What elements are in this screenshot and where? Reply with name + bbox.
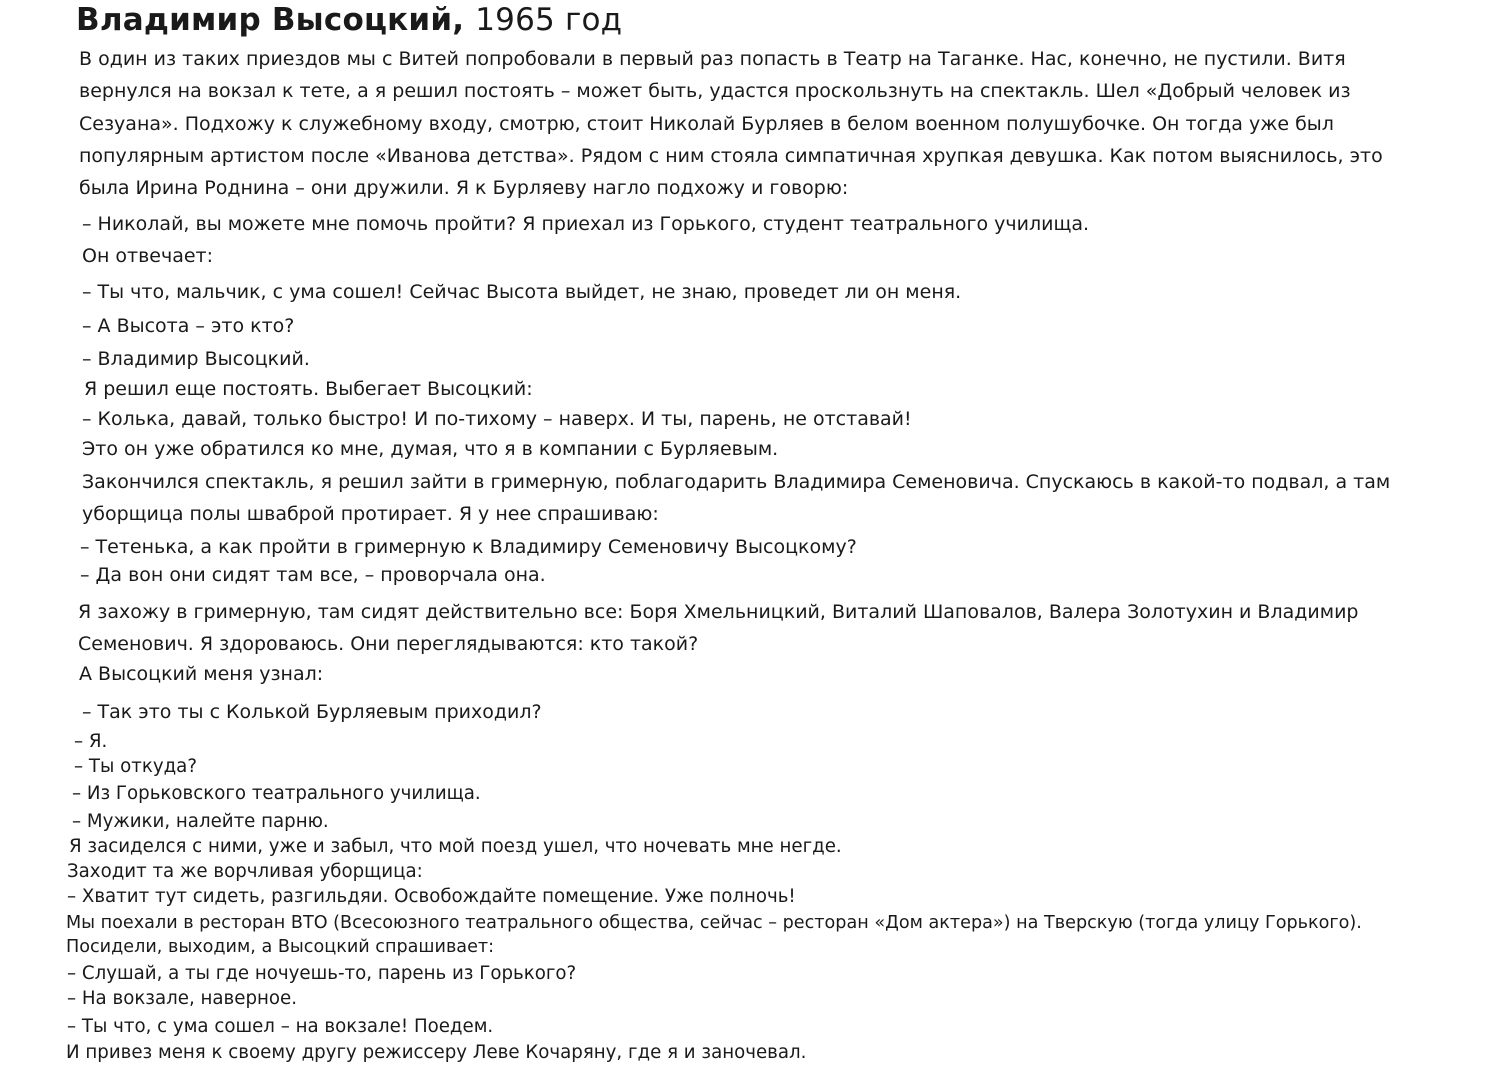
dialogue-line: – Слушай, а ты где ночуешь-то, парень из Горького? [67,963,577,984]
paragraph-after-show: Закончился спектакль, я решил зайти в гримерную, поблагодарить Владимира Семеновича. Спускаюсь в какой-то подвал, а там уборщица полы шваброй протирает. Я у нее спрашиваю: [82,471,1391,526]
dialogue-line: – Владимир Высоцкий. [82,348,310,370]
dialogue-line: – Из Горьковского театрального училища. [72,783,481,804]
dialogue-line: – На вокзале, наверное. [67,988,297,1009]
title-name: Владимир Высоцкий, [76,2,465,38]
narration-line: А Высоцкий меня узнал: [79,663,324,685]
dialogue-line: – Хватит тут сидеть, разгильдяи. Освобождайте помещение. Уже полночь! [67,886,796,907]
title-year: 1965 год [475,2,623,38]
narration-line: И привез меня к своему другу режиссеру Леве Кочаряну, где я и заночевал. [66,1042,807,1063]
dialogue-line: – Тетенька, а как пройти в гримерную к Владимиру Семеновичу Высоцкому? [80,536,857,558]
dialogue-line: – Да вон они сидят там все, – проворчала она. [80,564,546,586]
paragraph-restaurant: Мы поехали в ресторан ВТО (Всесоюзного театрального общества, сейчас – ресторан «Дом актера») на Тверскую (тогда улицу Горького). Посидели, выходим, а Высоцкий спрашивает: [66,913,1362,957]
dialogue-line: – Ты что, с ума сошел – на вокзале! Поедем. [67,1016,494,1037]
narration-line: Я решил еще постоять. Выбегает Высоцкий: [84,378,533,400]
dialogue-line: – Колька, давай, только быстро! И по-тихому – наверх. И ты, парень, не отставай! [82,408,912,430]
narration-line: Это он уже обратился ко мне, думая, что я в компании с Бурляевым. [82,438,779,460]
paragraph-intro: В один из таких приездов мы с Витей попробовали в первый раз попасть в Театр на Таганке. Нас, конечно, не пустили. Витя вернулся на вокзал к тете, а я решил постоять – может быть, удастся проскользнуть на спектакль. Шел «Добрый человек из Сезуана». Подхожу к служебному входу, смотрю, стоит Николай Бурляев в белом военном полушубочке. Он тогда уже был популярным артистом после «Иванова детства». Рядом с ним стояла симпатичная хрупкая девушка. Как потом выяснилось, это была Ирина Роднина – они дружили. Я к Бурляеву нагло подхожу и говорю: [79,48,1383,200]
paragraph-dressing-room: Я захожу в гримерную, там сидят действительно все: Боря Хмельницкий, Виталий Шаповалов, Валера Золотухин и Владимир Семенович. Я здороваюсь. Они переглядываются: кто такой? [78,601,1359,656]
narration-line: Заходит та же ворчливая уборщица: [67,861,423,882]
dialogue-line: – Так это ты с Колькой Бурляевым приходил? [82,701,542,723]
document-title [76,2,622,38]
dialogue-line: – А Высота – это кто? [82,315,295,337]
narration-line: Он отвечает: [82,245,214,267]
dialogue-line: – Николай, вы можете мне помочь пройти? Я приехал из Горького, студент театрального училища. [82,213,1090,235]
dialogue-line: – Мужики, налейте парню. [72,811,329,832]
dialogue-line: – Я. [74,731,108,752]
narration-line: Я засиделся с ними, уже и забыл, что мой поезд ушел, что ночевать мне негде. [69,836,842,857]
dialogue-line: – Ты откуда? [74,756,197,777]
dialogue-line: – Ты что, мальчик, с ума сошел! Сейчас Высота выйдет, не знаю, проведет ли он меня. [82,281,962,303]
